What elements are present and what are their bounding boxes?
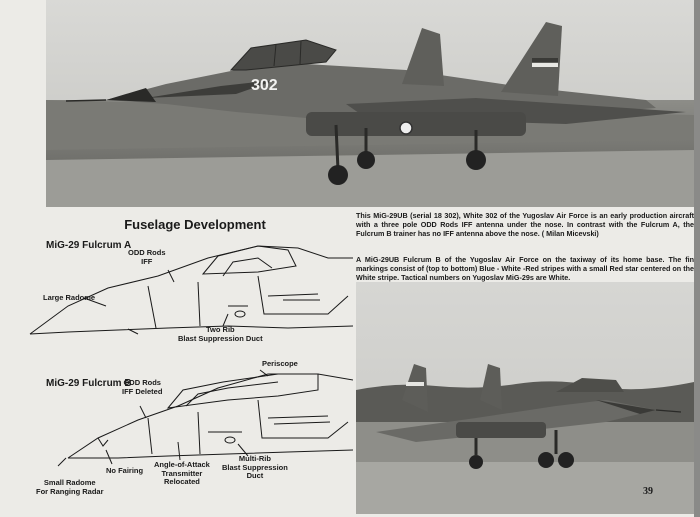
photo-mig29ub-runway [46,0,694,207]
callout-periscope: Periscope [262,359,298,368]
page-edge [694,0,700,517]
callout-odd-rods-a [128,249,166,266]
callout-odd-rods-a-text: ODD Rods [128,248,166,257]
diagram-a-heading: MiG-29 Fulcrum A [46,240,132,251]
callout-angle-of-attack [154,461,210,487]
callout-two-rib-line2: Blast Suppression Duct [178,333,263,343]
callout-multi-rib-line1: Multi-Rib [238,454,271,463]
photo-mig29ub-taxiway [356,282,694,514]
diagram-b-heading: MiG-29 Fulcrum B [46,378,132,389]
callout-iff-deleted-text: IFF Deleted [122,386,163,396]
callout-small-radome-line1: Small Radome [43,478,96,487]
callout-aoa-line1: Angle-of-Attack [154,460,210,469]
callout-multi-rib [222,455,288,481]
tail-number: 302 [251,77,278,94]
callout-two-rib [178,326,263,343]
callout-aoa-line2: Transmitter [161,468,203,478]
callout-large-radome: Large Radome [43,293,96,302]
callout-small-radome [36,479,104,496]
callout-small-radome-line2: For Ranging Radar [36,486,104,496]
callout-multi-rib-line3: Duct [246,471,264,480]
callout-iff-a-text: IFF [141,256,153,266]
callout-aoa-line3: Relocated [163,477,200,486]
caption-top-photo: This MiG-29UB (serial 18 302), White 302 of the Yugoslav Air Force is an early production aircraft with a three pole ODD Rods IFF antenna under the nose. In contrast with the Fulcrum A, the Fulcrum B trainer has no IFF antenna above the nose. ( Milan Micevski) [356,211,694,238]
callout-two-rib-line1: Two Rib [206,325,235,334]
callout-odd-rods-b-text: ODD Rods [123,378,161,387]
page-number: 39 [643,486,653,497]
caption-bottom-photo: A MiG-29UB Fulcrum B of the Yugoslav Air Force on the taxiway of its home base. The fin markings consist of (top to bottom) Blue - White -Red stripes with a small Red star centered on the White stripe. Tactical numbers on Yugoslav MiG-29s are White. [356,255,694,282]
callout-odd-rods-b [122,379,162,396]
callout-multi-rib-line2: Blast Suppression [222,462,288,472]
callout-no-fairing: No Fairing [106,466,144,475]
section-title: Fuselage Development [124,217,266,232]
